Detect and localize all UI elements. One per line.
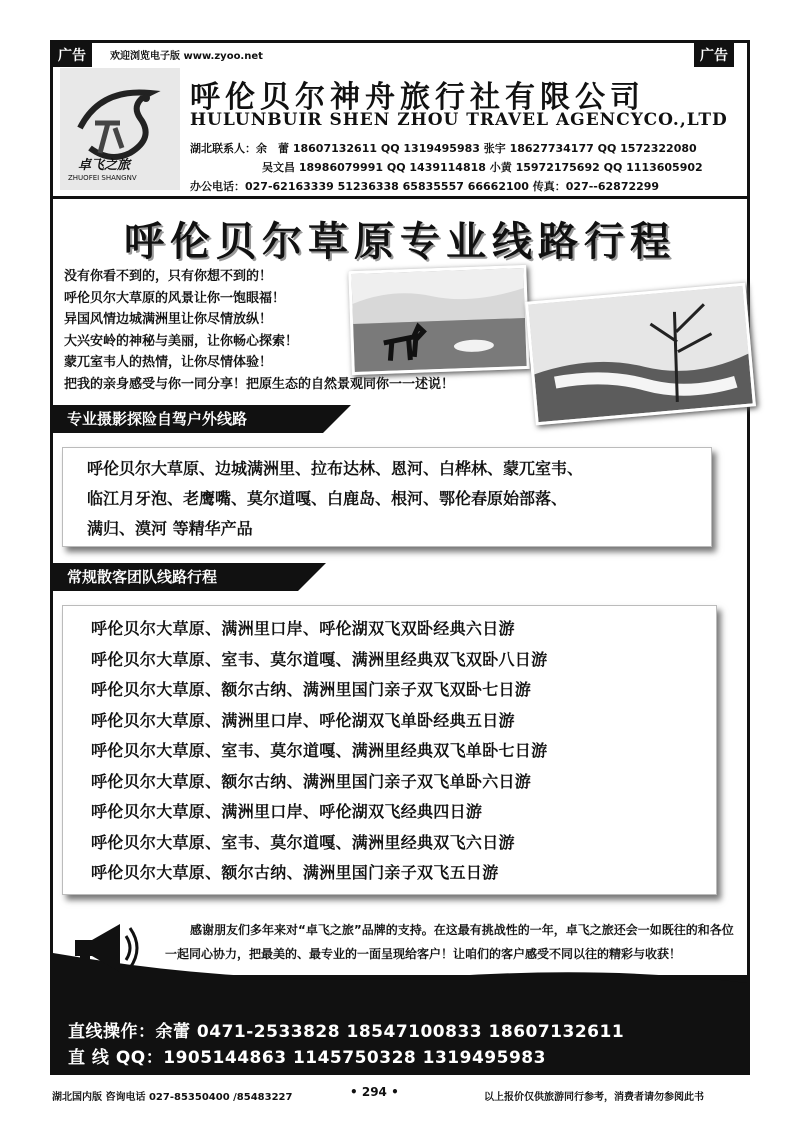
route-item[interactable]: 呼伦贝尔大草原、室韦、莫尔道嘎、满洲里经典双飞单卧七日游 xyxy=(91,741,548,760)
destination-line: 呼伦贝尔大草原、边城满洲里、拉布达林、恩河、白桦林、蒙兀室韦、 xyxy=(87,459,584,478)
section-banner-group-tours: 常规散客团队线路行程 xyxy=(53,563,298,591)
logo-name: 卓飞之旅 xyxy=(78,158,131,173)
company-name: 呼伦贝尔神舟旅行社有限公司 xyxy=(190,80,645,115)
destination-line: 临江月牙泡、老鹰嘴、莫尔道嘎、白鹿岛、根河、鄂伦春原始部落、 xyxy=(87,489,568,508)
intro-line: 蒙兀室韦人的热情，让你尽情体验！ xyxy=(64,355,273,370)
intro-line: 大兴安岭的神秘与美丽，让你畅心探索！ xyxy=(64,333,299,349)
route-item[interactable]: 呼伦贝尔大草原、额尔古纳、满洲里国门亲子双飞双卧七日游 xyxy=(91,680,532,699)
route-item[interactable]: 呼伦贝尔大草原、室韦、莫尔道嘎、满洲里经典双飞六日游 xyxy=(91,832,515,852)
route-item[interactable]: 呼伦贝尔大草原、满洲里口岸、呼伦湖双飞双卧经典六日游 xyxy=(91,619,515,638)
route-item[interactable]: 呼伦贝尔大草原、满洲里口岸、呼伦湖双飞经典四日游 xyxy=(91,802,483,821)
grassland-horse-photo xyxy=(348,265,530,375)
footer-disclaimer: 以上报价仅供旅游同行参考，消费者请勿参阅此书 xyxy=(484,1092,704,1103)
footer-left: 湖北国内版 咨询电话 027-85350400 /85483227 xyxy=(52,1092,293,1103)
contacts-row-1: 湖北联系人：余 蕾 18607132611 QQ 1319495983 张宇 18627734177 QQ 1572322080 xyxy=(190,142,697,155)
route-item[interactable]: 呼伦贝尔大草原、额尔古纳、满洲里国门亲子双飞单卧六日游 xyxy=(91,771,532,791)
destination-line: 满归、漠河 等精华产品 xyxy=(87,519,253,538)
route-item[interactable]: 呼伦贝尔大草原、额尔古纳、满洲里国门亲子双飞五日游 xyxy=(91,863,499,882)
thanks-message: 感谢朋友们多年来对“卓飞之旅”品牌的支持。在这最有挑战性的一年，卓飞之旅还会一如既往的和各位一起同心协力，把最美的、最专业的一面呈现给客户！让咱们的客户感受不同以往的精彩与收获！ xyxy=(165,923,734,961)
page-number: • 294 • xyxy=(350,1085,399,1099)
route-item[interactable]: 呼伦贝尔大草原、室韦、莫尔道嘎、满洲里经典双飞双卧八日游 xyxy=(91,649,548,669)
logo-en: ZHUOFEI SHANGNV xyxy=(68,174,137,182)
route-item[interactable]: 呼伦贝尔大草原、满洲里口岸、呼伦湖双飞单卧经典五日游 xyxy=(91,710,515,730)
site-link[interactable]: 欢迎浏览电子版 www.zyoo.net xyxy=(110,51,263,62)
hotline-phones: 直线操作：余蕾 0471-2533828 18547100833 18607132611 xyxy=(68,1022,625,1042)
intro-line: 异国风情边城满洲里让你尽情放纵！ xyxy=(64,312,273,327)
company-name-en: HULUNBUIR SHEN ZHOU TRAVEL AGENCYCO.,LTD xyxy=(190,110,728,130)
group-tour-routes xyxy=(62,605,717,895)
self-drive-destinations xyxy=(62,447,712,547)
section-banner-self-drive: 专业摄影探险自驾户外线路 xyxy=(53,405,323,433)
megaphone-icon xyxy=(70,918,140,978)
ad-label-left: 广告 xyxy=(52,43,92,67)
company-logo xyxy=(60,68,180,190)
intro-line: 呼伦贝尔大草原的风景让你一饱眼福！ xyxy=(64,290,286,306)
contacts-row-2: 吴文昌 18986079991 QQ 1439114818 小黄 15972175692 QQ 1113605902 xyxy=(262,161,703,174)
intro-line: 没有你看不到的，只有你想不到的！ xyxy=(64,269,273,284)
page-title: 呼伦贝尔草原专业线路行程 xyxy=(124,219,676,265)
hotline-qq: 直 线 QQ：1905144863 1145750328 1319495983 xyxy=(68,1048,546,1068)
forest-river-photo xyxy=(525,283,756,426)
intro-line: 把我的亲身感受与你一同分享！把原生态的自然景观同你一一述说！ xyxy=(64,376,455,392)
contacts-row-3: 办公电话：027-62163339 51236338 65835557 66662100 传真：027--62872299 xyxy=(190,180,660,193)
ad-label-right: 广告 xyxy=(694,43,734,67)
